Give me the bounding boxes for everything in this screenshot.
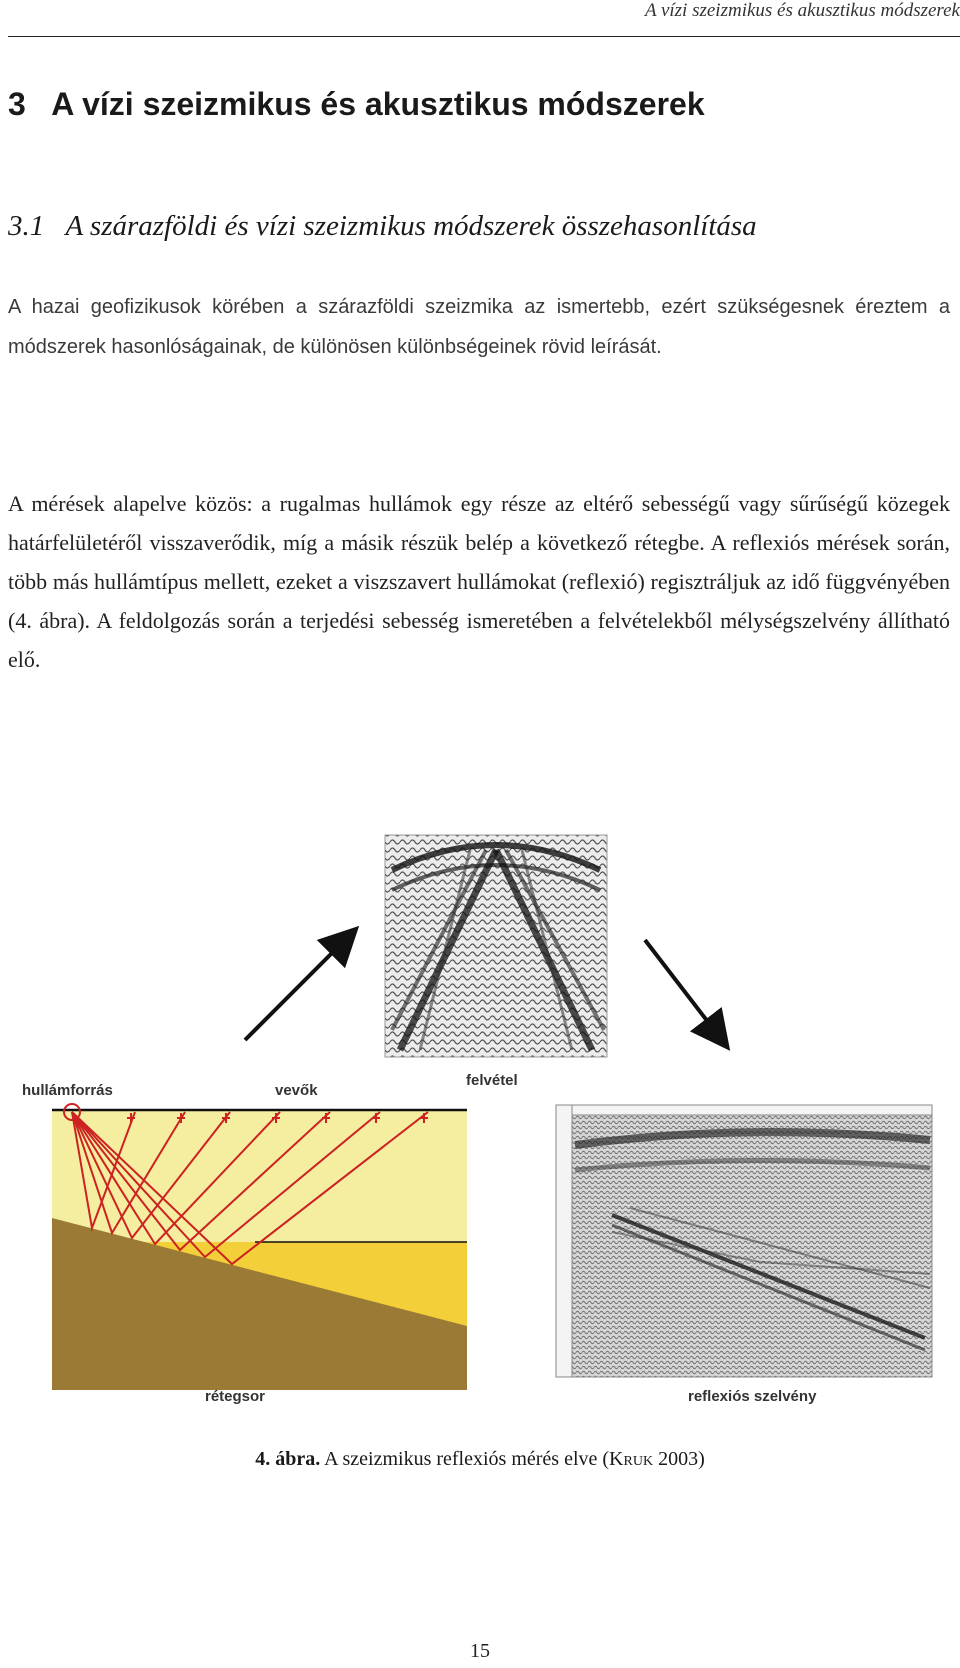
figure-illustration — [0, 830, 960, 1390]
header-rule — [8, 36, 960, 37]
caption-number: 4. ábra. — [255, 1448, 321, 1470]
paragraph-intro: A hazai geofizikusok körében a szárazföldi szeizmika az ismertebb, ezért szükségesnek éreztem a módszerek hasonlóságainak, de különösen különbségeinek rövid leírását. — [8, 296, 950, 358]
figure-seismic-reflection — [0, 830, 960, 1405]
arrow-down-icon — [645, 940, 718, 1035]
label-source: hullámforrás — [22, 1082, 113, 1099]
chapter-title: 3 A vízi szeizmikus és akusztikus módszerek — [8, 86, 705, 122]
running-header: A vízi szeizmikus és akusztikus módszerek — [644, 0, 960, 21]
paragraph-principle: A mérések alapelve közös: a rugalmas hullámok egy része az eltérő sebességű vagy sűrűségű közegek határfelületéről visszaverődik, míg a másik részük belép a következő rétegbe. A reflexiós mérések során, több más hullámtípus mellett, ezeket a viszszavert hullámokat (reflexió) regisztráljuk az idő függvényében (4. ábra). A feldolgozás során a terjedési sebesség ismeretében a felvételekből mélységszelvény állítható elő. — [8, 491, 950, 672]
label-layers: rétegsor — [205, 1388, 266, 1405]
label-receivers: vevők — [275, 1082, 318, 1099]
figure-caption — [0, 1448, 960, 1471]
caption-text-before: A szeizmikus reflexiós mérés elve (K — [320, 1448, 624, 1470]
caption-text-after: 2003) — [653, 1448, 705, 1470]
label-section: reflexiós szelvény — [688, 1388, 817, 1405]
section-title: 3.1 A szárazföldi és vízi szeizmikus módszerek összehasonlítása — [8, 210, 757, 242]
page-number: 15 — [470, 1640, 490, 1662]
arrow-up-icon — [245, 940, 345, 1040]
reflection-section-image — [556, 1105, 932, 1377]
caption-author-smallcaps: RUK — [623, 1454, 654, 1469]
label-record: felvétel — [466, 1072, 518, 1089]
seismic-record-image — [385, 835, 607, 1057]
